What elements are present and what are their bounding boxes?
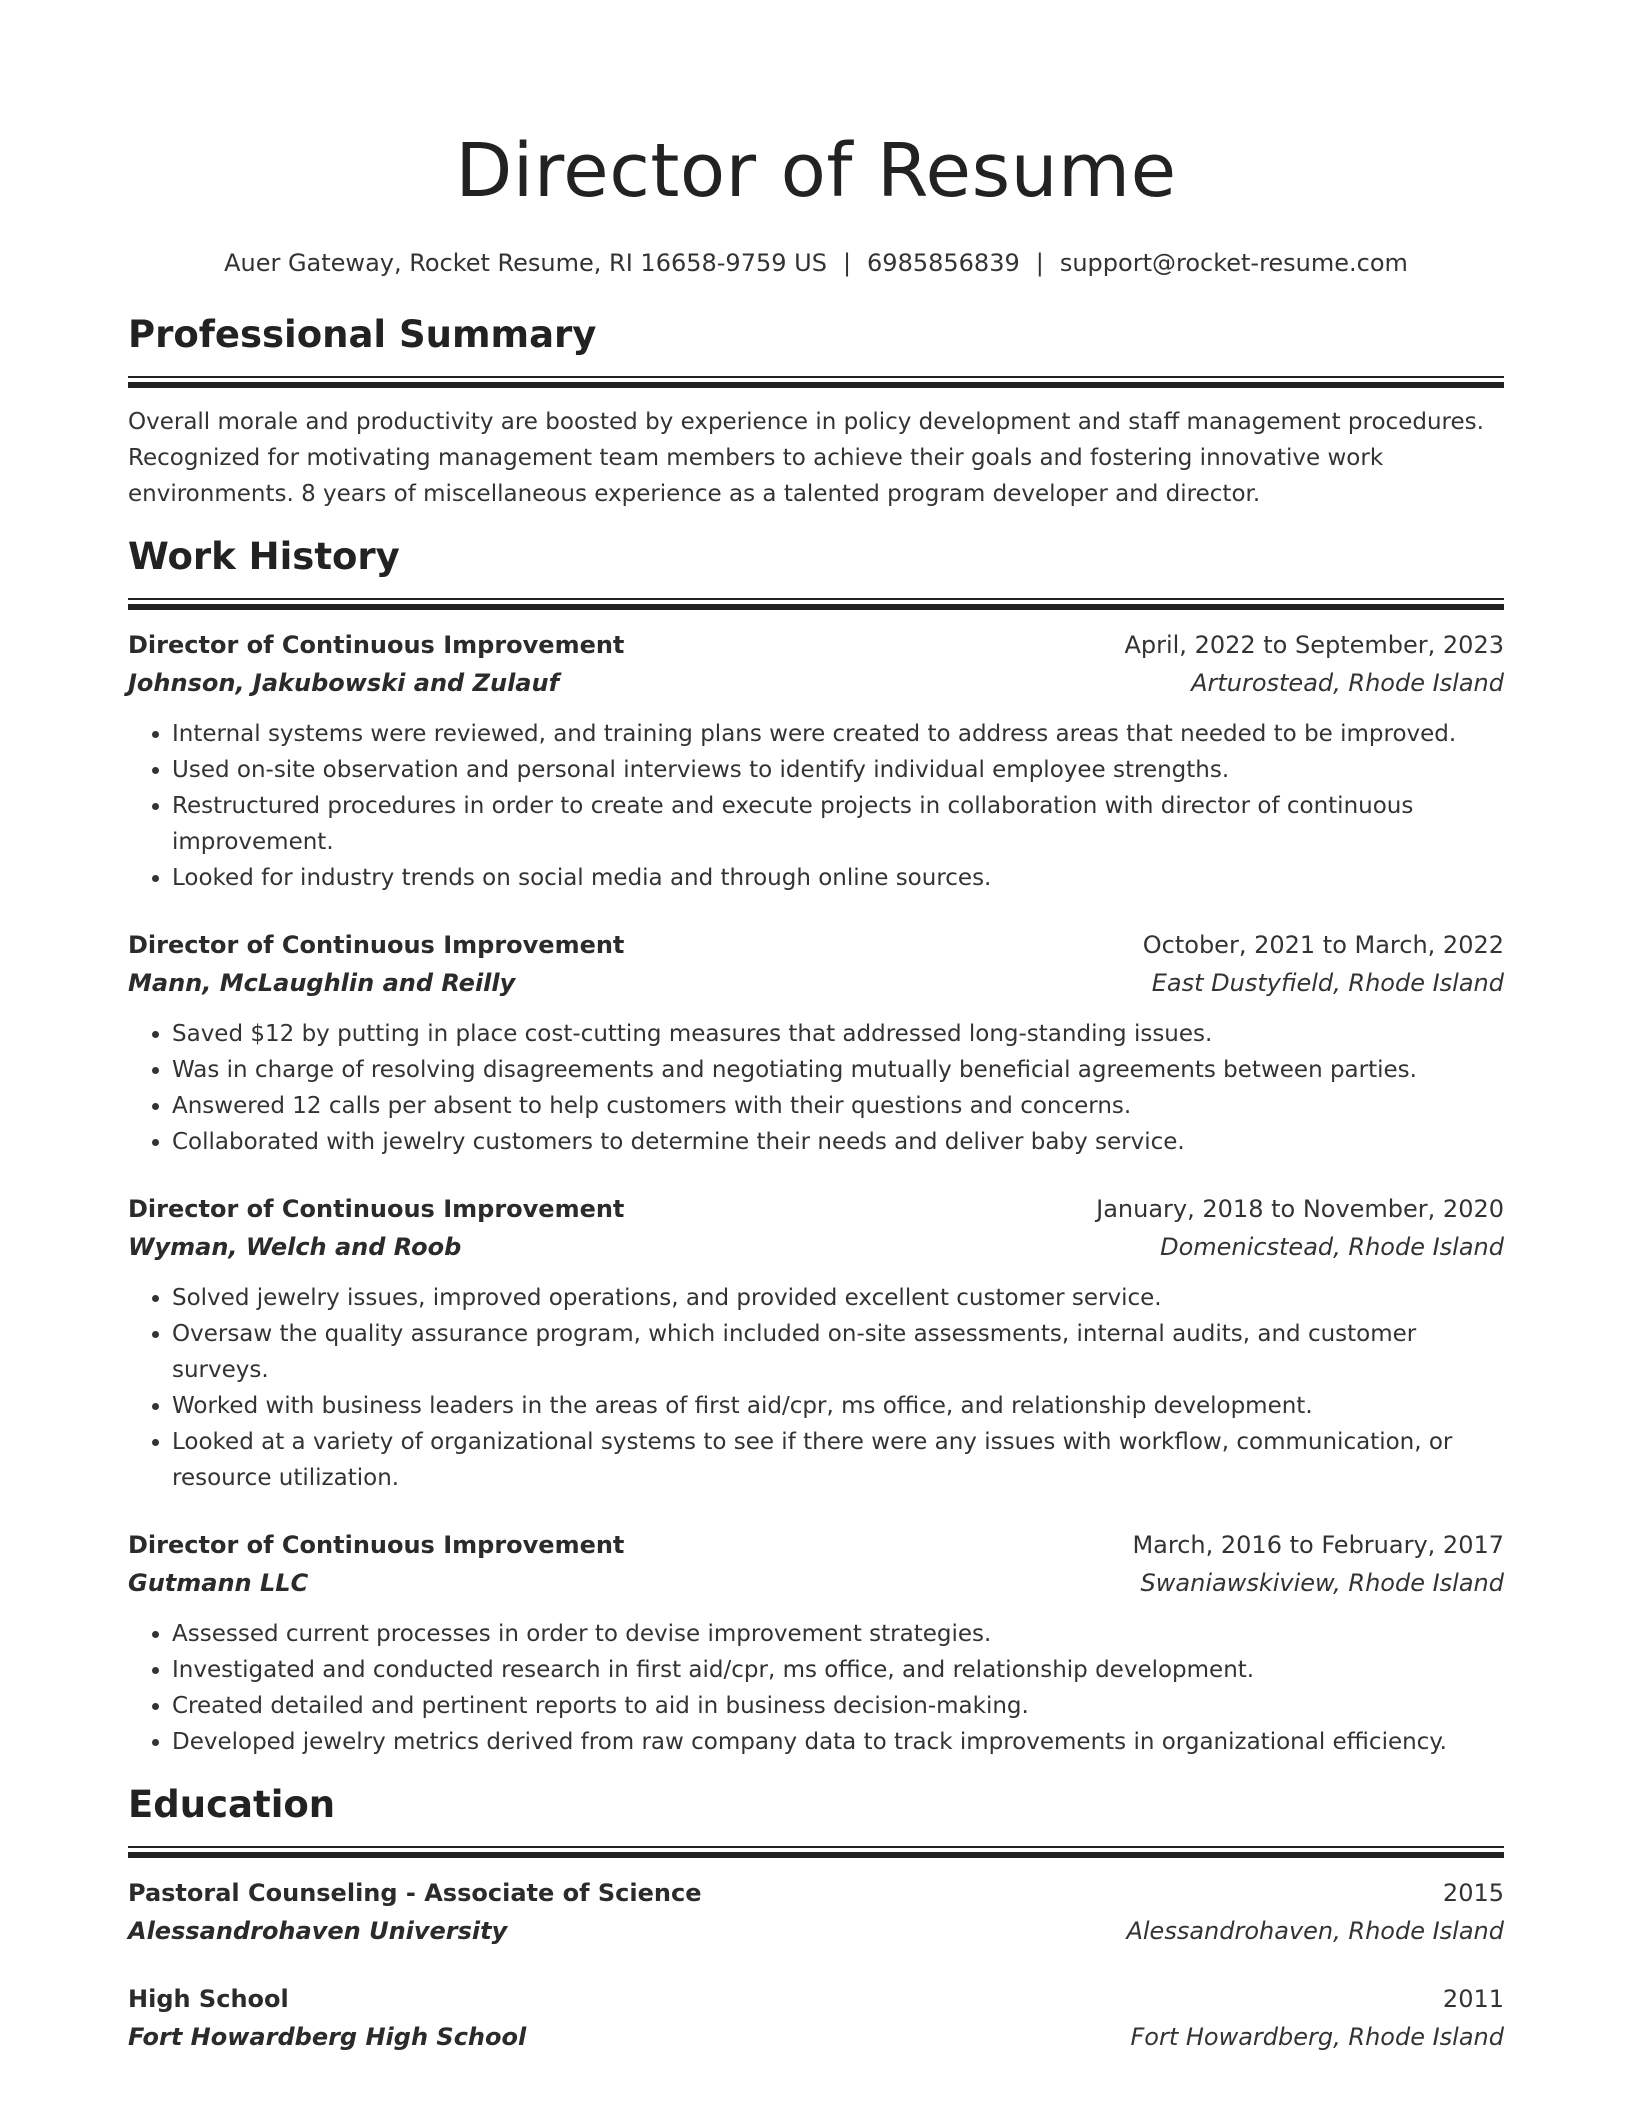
job-subheader <box>128 664 1504 702</box>
education-entry <box>128 1874 1504 1950</box>
job-bullet: • Internal systems were reviewed, and training plans were created to address areas that needed to be improved. <box>172 716 1504 752</box>
job-company: Wyman, Welch and Roob <box>128 1233 462 1261</box>
job-bullets <box>128 1616 1504 1760</box>
job-location: East Dustyfield, Rhode Island <box>1151 969 1504 997</box>
education-subheader <box>128 2018 1504 2056</box>
job-company: Gutmann LLC <box>128 1569 309 1597</box>
contact-email: support@rocket-resume.com <box>1059 249 1408 277</box>
job-dates: October, 2021 to March, 2022 <box>1142 931 1504 959</box>
job-dates: March, 2016 to February, 2017 <box>1132 1531 1504 1559</box>
section-divider <box>128 598 1504 610</box>
job-bullet: • Saved $12 by putting in place cost-cutting measures that addressed long-standing issues. <box>172 1016 1504 1052</box>
job-bullet: • Investigated and conducted research in first aid/cpr, ms office, and relationship development. <box>172 1652 1504 1688</box>
job-bullet: • Created detailed and pertinent reports to aid in business decision-making. <box>172 1688 1504 1724</box>
job-bullet: • Collaborated with jewelry customers to determine their needs and deliver baby service. <box>172 1124 1504 1160</box>
job-dates: January, 2018 to November, 2020 <box>1096 1195 1504 1223</box>
job-company: Mann, McLaughlin and Reilly <box>128 969 516 997</box>
education-school: Fort Howardberg High School <box>128 2023 527 2051</box>
job-bullet: • Assessed current processes in order to devise improvement strategies. <box>172 1616 1504 1652</box>
job-bullet: • Was in charge of resolving disagreements and negotiating mutually beneficial agreements between parties. <box>172 1052 1504 1088</box>
job-bullet: • Restructured procedures in order to create and execute projects in collaboration with director of continuous improvement. <box>172 788 1504 860</box>
summary-section <box>128 310 1504 512</box>
job-location: Arturostead, Rhode Island <box>1191 669 1504 697</box>
section-divider <box>128 1846 1504 1858</box>
job-location: Swaniawskiview, Rhode Island <box>1140 1569 1504 1597</box>
education-header <box>128 1874 1504 1912</box>
job-bullets <box>128 716 1504 896</box>
job-bullets <box>128 1016 1504 1160</box>
job-header <box>128 1190 1504 1228</box>
job-bullet: • Looked for industry trends on social media and through online sources. <box>172 860 1504 896</box>
job-dates: April, 2022 to September, 2023 <box>1124 631 1504 659</box>
education-degree: High School <box>128 1985 289 2013</box>
summary-text: Overall morale and productivity are boosted by experience in policy development and staff management procedures. Recognized for motivating management team members to achieve their goals and fostering innovative work environments. 8 years of miscellaneous experience as a talented program developer and director. <box>128 409 1484 507</box>
education-location: Alessandrohaven, Rhode Island <box>1126 1917 1504 1945</box>
job-title: Director of Continuous Improvement <box>128 1531 625 1559</box>
job-entry <box>128 1526 1504 1760</box>
job-title: Director of Continuous Improvement <box>128 631 625 659</box>
job-title: Director of Continuous Improvement <box>128 1195 625 1223</box>
job-bullet: • Answered 12 calls per absent to help customers with their questions and concerns. <box>172 1088 1504 1124</box>
job-header <box>128 1526 1504 1564</box>
candidate-name: Director of Resume <box>455 128 1177 214</box>
section-title-education: Education <box>128 1783 336 1826</box>
education-location: Fort Howardberg, Rhode Island <box>1130 2023 1504 2051</box>
job-bullet: • Oversaw the quality assurance program, which included on-site assessments, internal audits, and customer surveys. <box>172 1316 1504 1388</box>
work-history-section <box>128 532 1504 1760</box>
job-title: Director of Continuous Improvement <box>128 931 625 959</box>
section-divider <box>128 376 1504 388</box>
education-subheader <box>128 1912 1504 1950</box>
job-entry <box>128 926 1504 1160</box>
education-degree: Pastoral Counseling - Associate of Science <box>128 1879 702 1907</box>
job-entry <box>128 626 1504 896</box>
job-entry <box>128 1190 1504 1496</box>
job-subheader <box>128 1564 1504 1602</box>
contact-line <box>128 246 1504 280</box>
contact-separator: | <box>1035 249 1044 277</box>
section-title-summary: Professional Summary <box>128 313 597 356</box>
job-subheader <box>128 964 1504 1002</box>
job-company: Johnson, Jakubowski and Zulauf <box>128 669 560 697</box>
job-bullet: • Developed jewelry metrics derived from raw company data to track improvements in organizational efficiency. <box>172 1724 1504 1760</box>
job-header <box>128 626 1504 664</box>
contact-address: Auer Gateway, Rocket Resume, RI 16658-9759 US <box>224 249 827 277</box>
education-entry <box>128 1980 1504 2056</box>
job-bullet: • Looked at a variety of organizational systems to see if there were any issues with workflow, communication, or resource utilization. <box>172 1424 1504 1496</box>
education-school: Alessandrohaven University <box>128 1917 508 1945</box>
contact-separator: | <box>842 249 852 277</box>
job-bullet: • Worked with business leaders in the areas of first aid/cpr, ms office, and relationship development. <box>172 1388 1504 1424</box>
education-header <box>128 1980 1504 2018</box>
section-title-work-history: Work History <box>128 535 400 578</box>
contact-phone: 6985856839 <box>867 249 1020 277</box>
job-bullets <box>128 1280 1504 1496</box>
education-section <box>128 1780 1504 2056</box>
job-subheader <box>128 1228 1504 1266</box>
job-header <box>128 926 1504 964</box>
education-year: 2015 <box>1442 1879 1504 1907</box>
job-location: Domenicstead, Rhode Island <box>1160 1233 1504 1261</box>
job-bullet: • Solved jewelry issues, improved operations, and provided excellent customer service. <box>172 1280 1504 1316</box>
education-year: 2011 <box>1442 1985 1504 2013</box>
job-bullet: • Used on-site observation and personal interviews to identify individual employee strengths. <box>172 752 1504 788</box>
